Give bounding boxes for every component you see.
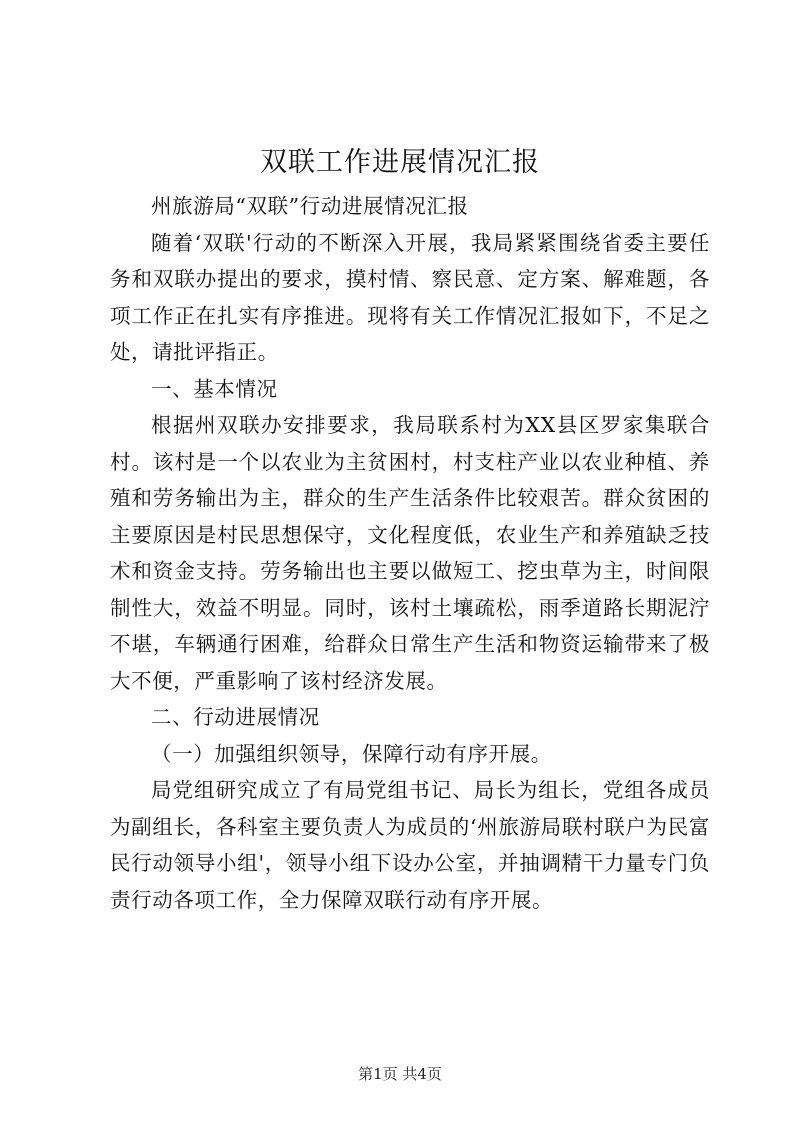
- document-title: 双联工作进展情况汇报: [260, 147, 540, 178]
- document-body: [110, 188, 710, 918]
- organization-paragraph: 局党组研究成立了有局党组书记、局长为组长，党组各成员为副组长，各科室主要负责人为成员的‘州旅游局联村联户为民富民行动领导小组'，领导小组下设办公室，并抽调精干力量专门负责行动各项工作，全力保障双联行动有序开展。: [110, 778, 710, 912]
- page-footer: 第1页 共4页: [358, 1065, 442, 1083]
- section-heading-basic: 一、基本情况: [151, 376, 278, 401]
- subtitle-paragraph: 州旅游局“双联”行动进展情况汇报: [151, 194, 469, 218]
- section-heading-progress: 二、行动进展情况: [151, 705, 320, 729]
- intro-paragraph: 随着‘双联'行动的不断深入开展，我局紧紧围绕省委主要任务和双联办提出的要求，摸村情、察民意、定方案、解难题，各项工作正在扎实有序推进。现将有关工作情况汇报如下，不足之处，请批评指正。: [110, 230, 710, 364]
- subsection-heading-1: （一）加强组织领导，保障行动有序开展。: [151, 741, 552, 766]
- basic-situation-paragraph: 根据州双联办安排要求，我局联系村为XX县区罗家集联合村。该村是一个以农业为主贫困村，村支柱产业以农业种植、养殖和劳务输出为主，群众的生产生活条件比较艰苦。群众贫困的主要原因是村民思想保守，文化程度低，农业生产和养殖缺乏技术和资金支持。劳务输出也主要以做短工、挖虫草为主，时间限制性大，效益不明显。同时，该村土壤疏松，雨季道路长期泥泞不堪，车辆通行困难，给群众日常生产生活和物资运输带来了极大不便，严重影响了该村经济发展。: [110, 413, 710, 693]
